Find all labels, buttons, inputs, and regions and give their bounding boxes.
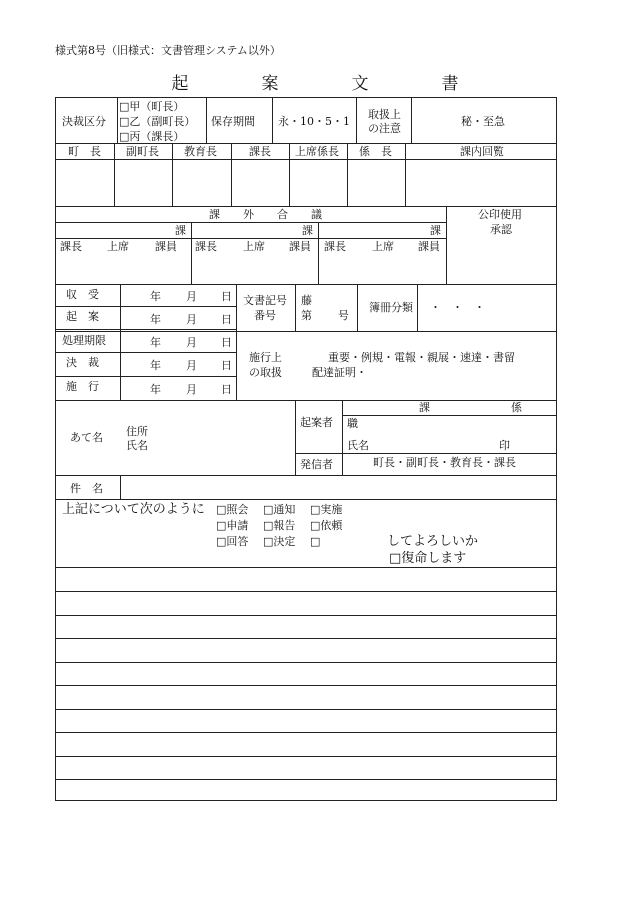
grid-line bbox=[120, 475, 121, 499]
approver-subsection-chief-header: 係 長 bbox=[359, 145, 392, 158]
addressee-name-label: 氏名 bbox=[126, 439, 148, 452]
consultation-role-staff: 課員 bbox=[289, 240, 311, 253]
handling-caution-value[interactable]: 秘・至急 bbox=[461, 115, 505, 128]
received-label: 収 受 bbox=[66, 288, 99, 301]
date-year: 年 bbox=[150, 290, 161, 303]
grid-line bbox=[295, 453, 556, 454]
grid-line bbox=[56, 352, 236, 353]
retention-period-value[interactable]: 永・10・5・1 bbox=[278, 115, 350, 128]
checkbox-report[interactable]: □報告 bbox=[263, 519, 296, 532]
decision-category-label: 決裁区分 bbox=[62, 115, 106, 128]
grid-line bbox=[357, 284, 358, 331]
drafter-label: 起案者 bbox=[300, 416, 333, 429]
decision-option-kou[interactable]: □甲（町長） bbox=[119, 100, 185, 113]
grid-line bbox=[56, 159, 556, 160]
grid-line bbox=[347, 143, 348, 206]
consultation-role-chief: 課長 bbox=[324, 240, 346, 253]
enforcement-handling-label: の取扱 bbox=[249, 366, 282, 379]
ledger-classification-value[interactable]: ・ ・ ・ bbox=[430, 301, 485, 314]
date-year: 年 bbox=[150, 383, 161, 396]
checkbox-return-report[interactable]: □復命します bbox=[389, 551, 467, 566]
approver-mayor-header: 町 長 bbox=[68, 145, 101, 158]
approver-senior-chief-header: 上席係長 bbox=[295, 145, 339, 158]
date-day: 日 bbox=[221, 313, 232, 326]
grid-line bbox=[56, 709, 556, 710]
consultation-role-chief: 課長 bbox=[195, 240, 217, 253]
handling-caution-label: の注意 bbox=[368, 122, 401, 135]
document-title: 起 案 文 書 bbox=[171, 74, 487, 94]
grid-line bbox=[446, 206, 447, 284]
processing-deadline-label: 処理期限 bbox=[62, 334, 106, 347]
drafter-subsection-label: 係 bbox=[511, 401, 522, 414]
grid-line bbox=[56, 143, 556, 144]
grid-line bbox=[120, 284, 121, 400]
checkbox-other[interactable]: □ bbox=[310, 535, 321, 548]
approver-superintendent-header: 教育長 bbox=[184, 145, 217, 158]
document-symbol-fuji: 藤 bbox=[301, 294, 312, 307]
grid-line bbox=[56, 591, 556, 592]
grid-line bbox=[342, 400, 343, 475]
drafter-name-label: 氏名 bbox=[347, 439, 369, 452]
document-number-dai: 第 bbox=[301, 309, 312, 322]
grid-line bbox=[56, 638, 556, 639]
seal-use-approval-label: 承認 bbox=[490, 223, 512, 236]
subject-label: 件 名 bbox=[70, 482, 103, 495]
grid-line bbox=[56, 329, 236, 330]
grid-line bbox=[56, 756, 556, 757]
grid-line bbox=[56, 662, 556, 663]
addressee-address-label: 住所 bbox=[126, 425, 148, 438]
drafter-position-label: 職 bbox=[347, 417, 358, 430]
grid-line bbox=[236, 284, 237, 400]
checkbox-notice[interactable]: □通知 bbox=[263, 503, 296, 516]
grid-line bbox=[356, 98, 357, 143]
grid-line bbox=[56, 779, 556, 780]
grid-line bbox=[56, 206, 556, 207]
date-month: 月 bbox=[186, 359, 197, 372]
checkbox-reply[interactable]: □回答 bbox=[216, 535, 249, 548]
approver-internal-circulation-header: 課内回覧 bbox=[460, 145, 504, 158]
grid-line bbox=[56, 222, 446, 223]
date-year: 年 bbox=[150, 359, 161, 372]
grid-line bbox=[56, 732, 556, 733]
grid-line bbox=[289, 143, 290, 206]
enforced-label: 施 行 bbox=[66, 380, 99, 393]
date-day: 日 bbox=[221, 290, 232, 303]
grid-line bbox=[318, 222, 319, 284]
consultation-role-chief: 課長 bbox=[60, 240, 82, 253]
body-request-text: してよろしいか bbox=[387, 534, 479, 549]
checkbox-request[interactable]: □依頼 bbox=[310, 519, 343, 532]
consultation-role-senior: 上席 bbox=[372, 240, 394, 253]
grid-line bbox=[114, 143, 115, 206]
grid-line bbox=[56, 238, 446, 239]
decision-option-hei[interactable]: □丙（課長） bbox=[119, 130, 185, 143]
draft-document-form bbox=[55, 97, 557, 801]
drafter-seal-mark: 印 bbox=[499, 439, 510, 452]
consultation-role-staff: 課員 bbox=[155, 240, 177, 253]
grid-line bbox=[295, 400, 296, 475]
consultation-section-2-label: 課 bbox=[302, 224, 313, 237]
grid-line bbox=[56, 475, 556, 476]
document-symbol-label: 文書記号 bbox=[243, 294, 287, 307]
consultation-section-3-label: 課 bbox=[430, 224, 441, 237]
grid-line bbox=[231, 143, 232, 206]
grid-line bbox=[56, 331, 556, 332]
date-month: 月 bbox=[186, 336, 197, 349]
grid-line bbox=[117, 98, 118, 143]
date-month: 月 bbox=[186, 383, 197, 396]
handling-caution-label: 取扱上 bbox=[368, 108, 401, 121]
checkbox-implementation[interactable]: □実施 bbox=[310, 503, 343, 516]
seal-use-approval-label: 公印使用 bbox=[478, 208, 522, 221]
checkbox-inquiry[interactable]: □照会 bbox=[216, 503, 249, 516]
decided-label: 決 裁 bbox=[66, 356, 99, 369]
date-year: 年 bbox=[150, 313, 161, 326]
date-day: 日 bbox=[221, 359, 232, 372]
date-day: 日 bbox=[221, 336, 232, 349]
retention-period-label: 保存期間 bbox=[211, 115, 255, 128]
date-day: 日 bbox=[221, 383, 232, 396]
consultation-section-1-label: 課 bbox=[175, 224, 186, 237]
checkbox-application[interactable]: □申請 bbox=[216, 519, 249, 532]
external-consultation-title: 課 外 合 議 bbox=[209, 208, 328, 221]
grid-line bbox=[191, 222, 192, 284]
enforcement-handling-options[interactable]: 配達証明・ bbox=[312, 366, 367, 379]
ledger-classification-label: 簿冊分類 bbox=[369, 301, 413, 314]
addressee-label: あて名 bbox=[70, 431, 103, 444]
grid-line bbox=[56, 376, 236, 377]
date-month: 月 bbox=[186, 290, 197, 303]
date-month: 月 bbox=[186, 313, 197, 326]
grid-line bbox=[56, 284, 556, 285]
sender-label: 発信者 bbox=[300, 458, 333, 471]
enforcement-handling-options[interactable]: 重要・例規・電報・親展・速達・書留 bbox=[328, 351, 515, 364]
sender-options[interactable]: 町長・副町長・教育長・課長 bbox=[373, 456, 516, 469]
body-lead-text: 上記について次のように bbox=[62, 502, 205, 517]
drafter-section-label: 課 bbox=[419, 401, 430, 414]
grid-line bbox=[56, 567, 556, 568]
grid-line bbox=[172, 143, 173, 206]
document-number-label: 番号 bbox=[254, 309, 276, 322]
consultation-role-senior: 上席 bbox=[243, 240, 265, 253]
grid-line bbox=[56, 615, 556, 616]
grid-line bbox=[411, 98, 412, 143]
grid-line bbox=[56, 306, 236, 307]
checkbox-decision[interactable]: □決定 bbox=[263, 535, 296, 548]
grid-line bbox=[56, 685, 556, 686]
grid-line bbox=[295, 284, 296, 331]
approver-section-chief-header: 課長 bbox=[249, 145, 271, 158]
document-number-go: 号 bbox=[338, 309, 349, 322]
grid-line bbox=[417, 284, 418, 331]
consultation-role-staff: 課員 bbox=[418, 240, 440, 253]
grid-line bbox=[56, 499, 556, 500]
grid-line bbox=[342, 415, 556, 416]
decision-option-otsu[interactable]: □乙（副町長） bbox=[119, 115, 196, 128]
grid-line bbox=[206, 98, 207, 143]
grid-line bbox=[272, 98, 273, 143]
enforcement-handling-label: 施行上 bbox=[249, 351, 282, 364]
grid-line bbox=[405, 143, 406, 206]
form-number-label: 様式第8号（旧様式：文書管理システム以外） bbox=[55, 44, 281, 57]
approver-deputy-mayor-header: 副町長 bbox=[126, 145, 159, 158]
drafted-label: 起 案 bbox=[66, 310, 99, 323]
consultation-role-senior: 上席 bbox=[107, 240, 129, 253]
grid-line bbox=[56, 400, 556, 401]
date-year: 年 bbox=[150, 336, 161, 349]
